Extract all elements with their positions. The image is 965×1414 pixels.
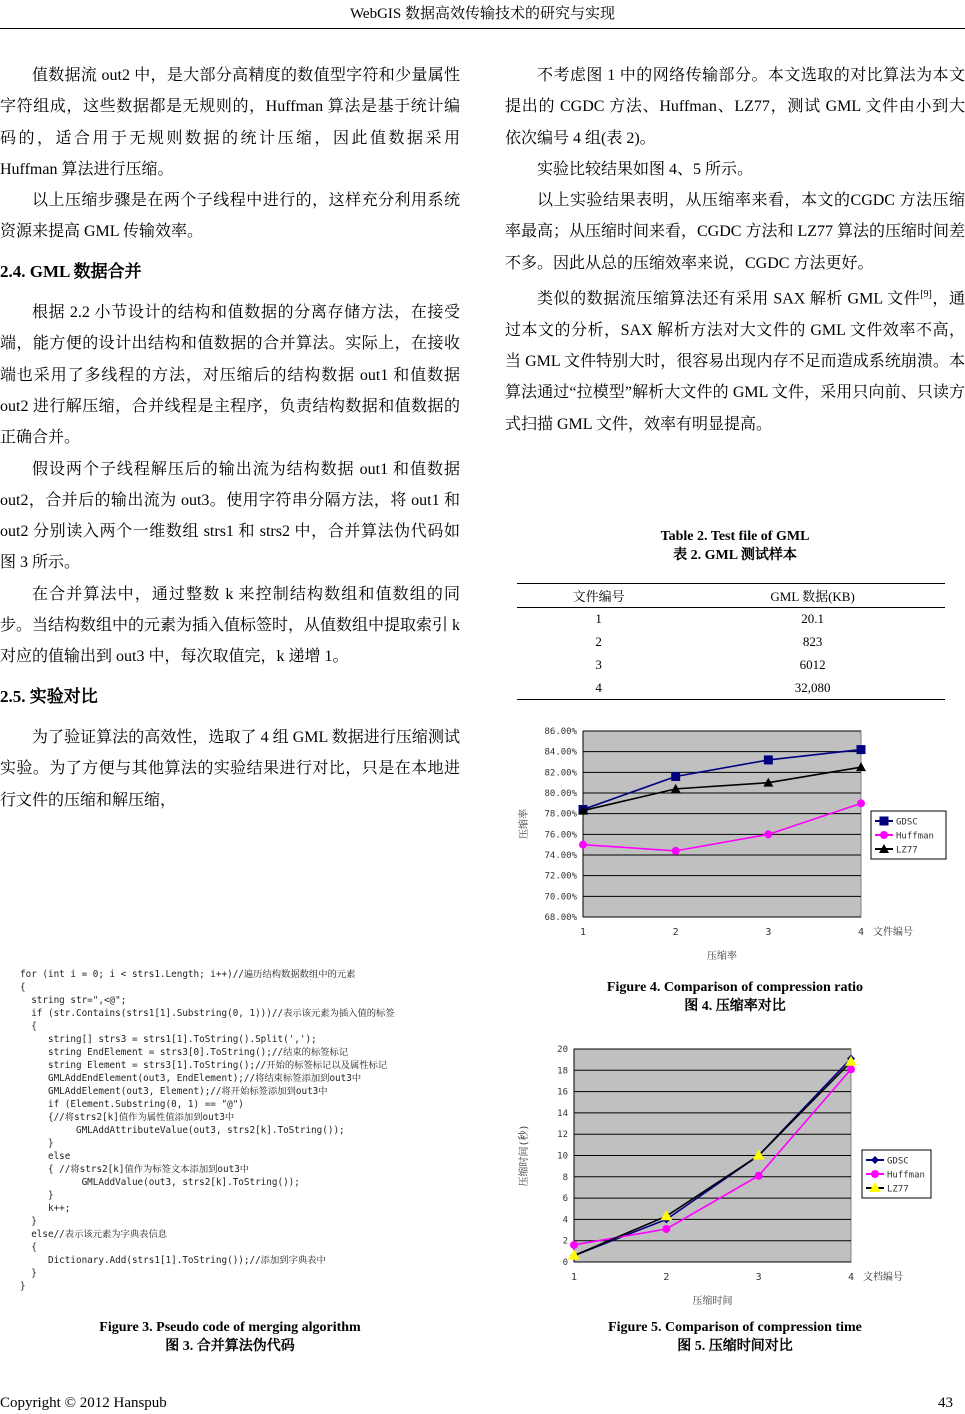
y-tick-label: 72.00% [544,871,577,882]
running-header: WebGIS 数据高效传输技术的研究与实现 [349,6,616,22]
cell: 2 [595,634,602,649]
compression-ratio-chart [505,720,965,970]
y-tick-label: 76.00% [544,830,577,841]
paragraph: 不考虑图 1 中的网络传输部分。本文选取的对比算法为本文提出的 CGDC 方法、Huffman、LZ77，测试 GML 文件由小到大依次编号 4 组(表 2)。 [505,67,965,147]
paragraph [505,279,965,440]
x-tick-label: 1 [570,1272,578,1283]
cell: 1 [595,611,602,627]
y-tick-label: 14 [557,1108,568,1119]
page-number: 43 [938,1395,953,1411]
pseudo-code-figure: for (int i = 0; i < strs1.Length; i++)//遍历结构数据数组中的元素 { string str=",<@"; if (str.Contains(strs1[1].Substring(0, 1)))//表示该元素为插入值的标签 { string[] strs3 = strs1[1].ToString().Split(','); string EndElement = strs3[0].ToString();//结束的标签标记 string Element = strs3[1].ToString();//开始的标签标记以及属性标记 GMLAddEndElement(out3, EndElement);//将结束标签添加到out3中 GMLAddElement(out3, Element);//将开始标签添加到out3中 if (Element.Substring(0, 1) == "@") {//将strs2[k]值作为属性值添加到out3中 GMLAddAttributeValue(out3, strs2[k].ToString()); } else { //将strs2[k]值作为标签文本添加到out3中 GMLAddValue(out3, strs2[k].ToString()); } k++; } else//表示该元素为字典表信息 { Dictionary.Add(strs1[1].ToString());//添加到字典表中 } } [20,969,395,1292]
legend-label: GDSC [896,817,918,828]
table-row [517,677,945,700]
y-tick-label: 78.00% [544,809,577,820]
paragraph: 值数据流 out2 中，是大部分高精度的数值型字符和少量属性字符组成，这些数据都是无规则的，Huffman 算法是基于统计编码的，适合用于无规则数据的统计压缩，因此值数据采用 Huffman 算法进行压缩。 [0,67,460,178]
x-axis-label: 文件编号 [873,927,913,938]
paragraph: 实验比较结果如图 4、5 所示。 [537,160,754,178]
paragraph: 假设两个子线程解压后的输出流为结构数据 out1 和值数据 out2，合并后的输出流为 out3。使用字符串分隔方法，将 out1 和 out2 分别读入两个一维数组 strs1 和 strs2 中，合并算法伪代码如图 3 所示。 [0,460,460,572]
circle-marker [847,1065,855,1073]
paragraph: 以上压缩步骤是在两个子线程中进行的，这样充分利用系统资源来提高 GML 传输效率。 [0,192,460,241]
caption-en: Table 2. Test file of GML [660,529,810,544]
cell: 32,080 [680,677,945,700]
table-row [517,608,945,631]
table-2 [517,583,945,700]
caption-en: Figure 5. Comparison of compression time [608,1320,862,1335]
caption-zh: 图 5. 压缩时间对比 [677,1339,793,1354]
paragraph: 在合并算法中，通过整数 k 来控制结构数组和值数组的同步。当结构数组中的元素为插入值标签时，从值数组中提取索引 k 对应的值输出到 out3 中，每次取值完，k 递增 1。 [0,585,461,666]
paragraph: 根据 2.2 小节设计的结构和值数据的分离存储方法，在接受端，能方便的设计出结构和值数据的合并算法。实际上，在接收端也采用了多线程的方法，对压缩后的结构数据 out1 和值数据 out2 进行解压缩，合并线程是主程序，负责结构数据和值数据的正确合并。 [0,304,460,447]
right-column [505,60,965,440]
caption-zh: 图 4. 压缩率对比 [684,999,786,1014]
figure-5-caption [505,1318,965,1356]
section-heading: 2.4. GML 数据合并 [0,261,142,281]
x-tick-label: 2 [663,1272,670,1283]
y-tick-label: 86.00% [544,727,577,737]
figure-3-caption [20,1318,440,1356]
column-header: GML 数据(KB) [680,584,945,608]
square-marker [857,745,866,754]
column-header: 文件编号 [517,584,680,608]
header-rule [0,28,965,29]
table-row [517,631,945,654]
y-tick-label: 68.00% [544,913,577,923]
y-tick-label: 6 [562,1194,568,1205]
circle-marker [755,1172,763,1180]
circle-marker [579,841,587,849]
paragraph: 为了验证算法的高效性，选取了 4 组 GML 数据进行压缩测试实验。为了方便与其他算法的实验结果进行对比，只是在本地进行文件的压缩和解压缩， [0,728,460,809]
y-tick-label: 74.00% [544,851,577,861]
y-tick-label: 8 [562,1172,568,1183]
y-axis-label: 压缩率 [519,809,530,839]
caption-en: Figure 3. Pseudo code of merging algorithm [99,1320,361,1335]
square-marker [880,817,889,826]
text: 类似的数据流压缩算法还有采用 SAX 解析 GML 文件 [537,290,921,308]
circle-marker [672,847,680,855]
y-axis-label: 压缩时间(秒) [519,1124,530,1187]
cell: 20.1 [801,611,824,627]
x-tick-label: 2 [672,927,679,938]
legend-label: Huffman [896,831,934,842]
legend-label: GDSC [887,1156,909,1167]
square-marker [671,772,680,781]
y-tick-label: 12 [557,1130,568,1141]
paragraph: 以上实验结果表明，从压缩率来看，本文的CGDC 方法压缩率最高；从压缩时间来看，CGDC 方法和 LZ77 算法的压缩时间差不多。因此从总的压缩效率来说，CGDC 方法更好。 [505,192,965,272]
x-tick-label: 4 [847,1272,855,1283]
circle-marker [871,1170,879,1178]
square-marker [764,755,773,764]
y-tick-label: 0 [562,1258,568,1268]
y-tick-label: 80.00% [544,789,577,799]
x-tick-label: 1 [579,927,587,938]
x-axis-label: 文档编号 [863,1272,903,1283]
left-column [0,60,460,816]
chart-title: 压缩时间 [692,1296,733,1305]
y-tick-label: 4 [562,1215,568,1226]
section-heading: 2.5. 实验对比 [0,686,98,706]
plot-area [583,731,861,917]
legend-label: LZ77 [896,845,918,856]
circle-marker [570,1241,578,1249]
circle-marker [857,799,865,807]
legend-label: LZ77 [887,1184,909,1195]
x-tick-label: 3 [765,927,772,938]
y-tick-label: 70.00% [544,892,577,903]
circle-marker [764,830,772,838]
chart-title: 压缩率 [707,951,737,962]
caption-zh: 图 3. 合并算法伪代码 [165,1339,295,1354]
y-tick-label: 16 [557,1087,568,1098]
cell: 3 [595,657,602,672]
cell: 6012 [799,657,826,672]
cell: 4 [517,677,680,700]
y-tick-label: 18 [557,1066,568,1077]
circle-marker [880,831,888,839]
y-tick-label: 2 [562,1236,568,1247]
legend-label: Huffman [887,1170,925,1181]
circle-marker [662,1225,670,1233]
copyright: Copyright © 2012 Hanspub [0,1395,167,1411]
caption-zh: 表 2. GML 测试样本 [673,548,797,563]
x-tick-label: 3 [755,1272,762,1283]
y-tick-label: 82.00% [544,768,577,779]
y-tick-label: 20 [557,1045,568,1055]
x-tick-label: 4 [857,927,865,938]
caption-en: Figure 4. Comparison of compression ratio [606,980,864,995]
table-2-caption [505,527,965,565]
text: ，通过本文的分析，SAX 解析方法对大文件的 GML 文件效率不高，当 GML 文件特别大时，很容易出现内存不足而造成系统崩溃。本算法通过“拉模型”解析大文件的 GML 文件，采用只向前、只读方式扫描 GML 文件，效率有明显提高。 [505,290,965,433]
y-tick-label: 10 [557,1151,568,1162]
citation: [9] [920,289,932,301]
compression-time-chart [505,1035,965,1305]
table-row [517,654,945,677]
figure-4-caption [505,978,965,1016]
y-tick-label: 84.00% [544,747,577,758]
cell: 823 [802,634,823,649]
